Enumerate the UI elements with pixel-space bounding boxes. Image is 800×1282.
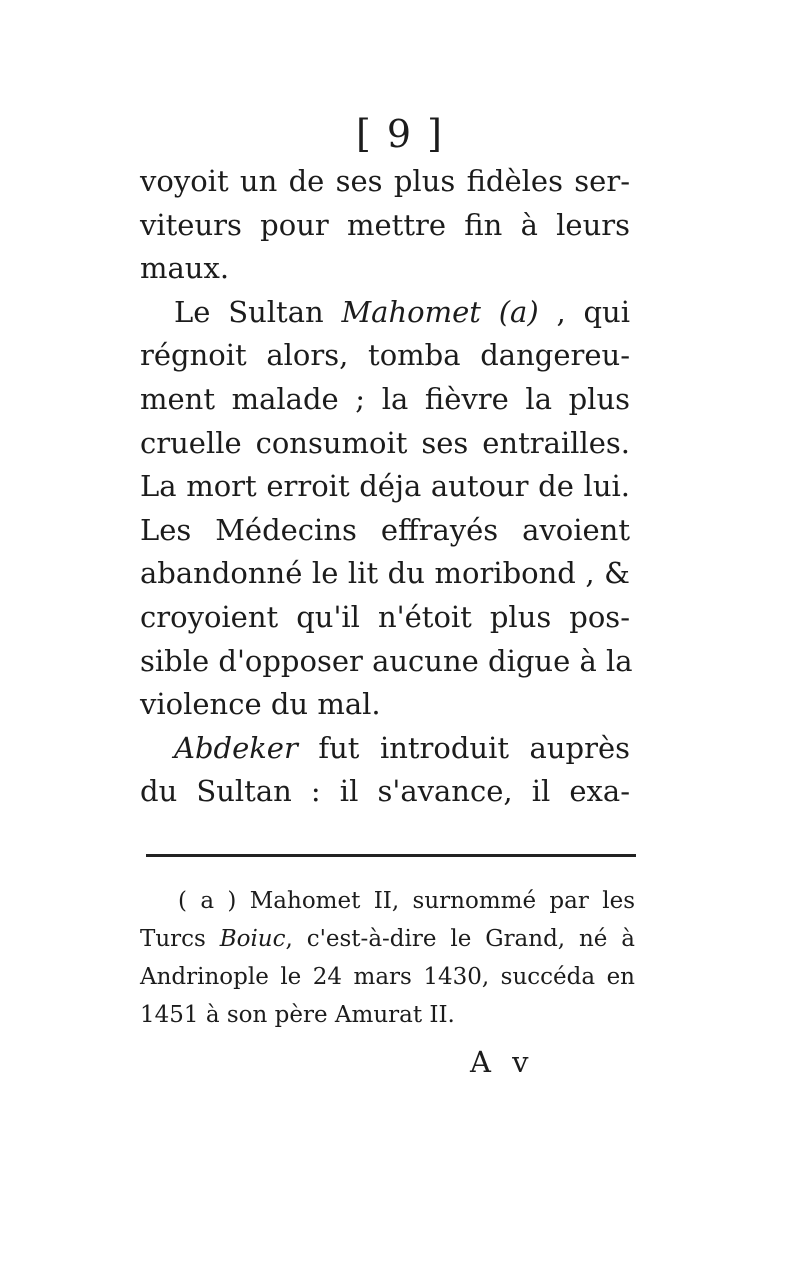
text-line: régnoit alors, tomba dangereu-	[140, 338, 630, 373]
text-line: maux.	[140, 251, 230, 286]
text-line: violence du mal.	[140, 687, 381, 722]
footnote-line: ( a ) Mahomet II, surnommé par les	[178, 888, 635, 914]
text-line: ment malade ; la fièvre la plus	[140, 381, 630, 416]
text-line: voyoit un de ses plus fidèles ser-	[140, 164, 630, 198]
text-line: La mort erroit déja autour de lui.	[140, 469, 630, 504]
text-line: abandonné le lit du moribond , &	[140, 556, 630, 591]
text-line: croyoient qu'il n'étoit plus pos-	[140, 599, 630, 634]
text-line: Abdeker fut introduit auprès	[174, 730, 630, 765]
footnote	[140, 882, 635, 1034]
page-number: [ 9 ]	[356, 112, 444, 156]
text-line: cruelle consumoit ses entrailles.	[140, 425, 630, 460]
footnote-line: 1451 à son père Amurat II.	[140, 1002, 455, 1028]
text-line: Le Sultan Mahomet (a) , qui	[174, 294, 631, 329]
main-text	[140, 160, 633, 814]
footnote-line: Turcs Boiuc, c'est-à-dire le Grand, né à	[140, 926, 635, 952]
text-line: du Sultan : il s'avance, il exa-	[140, 774, 630, 809]
text-line: sible d'opposer aucune digue à la	[140, 643, 633, 678]
footnote-line: Andrinople le 24 mars 1430, succéda en	[140, 964, 635, 990]
text-line: viteurs pour mettre fin à leurs	[140, 207, 630, 242]
footnote-divider	[146, 854, 636, 857]
text-line: Les Médecins effrayés avoient	[140, 512, 630, 547]
signature-mark: A v	[470, 1045, 535, 1079]
